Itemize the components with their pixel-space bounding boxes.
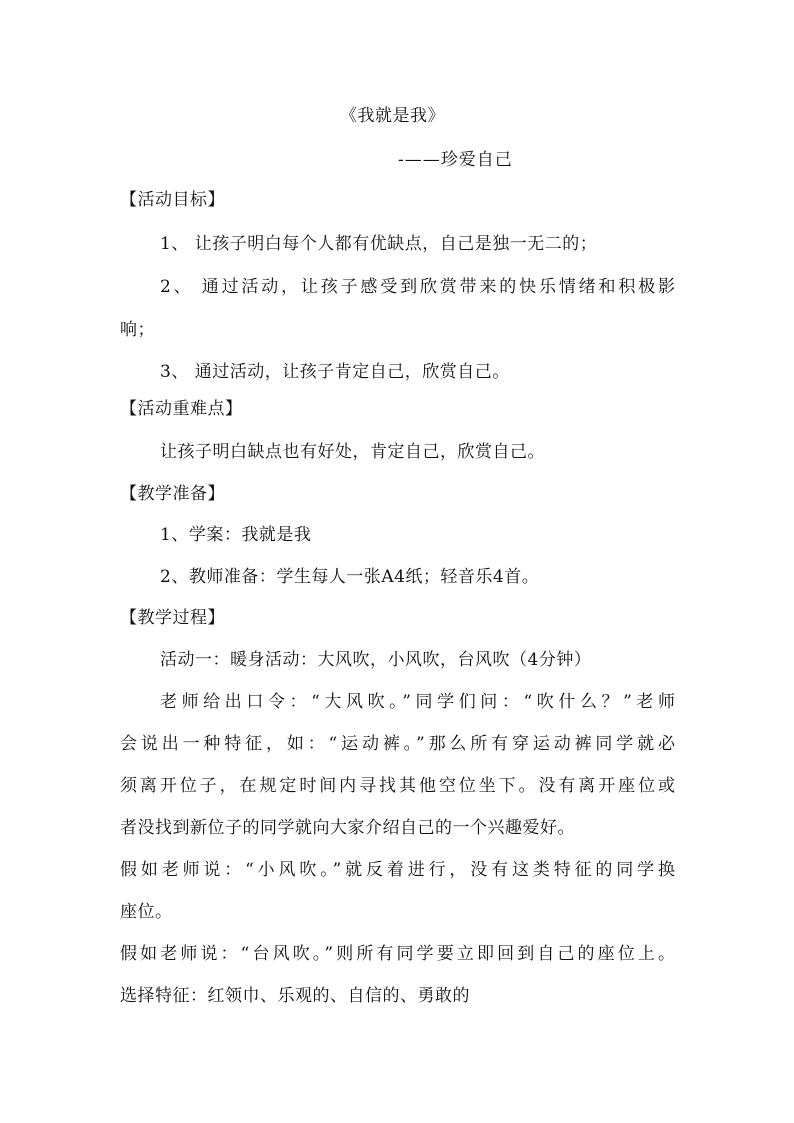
process-selected-traits: 选择特征：红领巾、乐观的、自信的、勇敢的 xyxy=(120,986,470,1006)
process-rule-small-wind-continuation: 座位。 xyxy=(120,902,173,922)
goal-item-3: 3、 通过活动，让孩子肯定自己，欣赏自己。 xyxy=(160,362,510,382)
process-activity-1: 活动一：暖身活动：大风吹，小风吹，台风吹（4分钟） xyxy=(160,650,592,670)
goal-item-2-continuation: 响； xyxy=(120,320,155,340)
section-header-key-points: 【活动重难点】 xyxy=(120,399,243,419)
key-points-text: 让孩子明白缺点也有好处，肯定自己，欣赏自己。 xyxy=(160,442,545,462)
prep-item-1: 1、学案：我就是我 xyxy=(160,525,312,545)
document-subtitle: -——珍爱自己 xyxy=(398,150,513,170)
process-rule-typhoon: 假如老师说：“台风吹。”则所有同学要立即回到自己的座位上。 xyxy=(120,944,675,964)
section-header-process: 【教学过程】 xyxy=(120,608,225,628)
process-paragraph-line-4: 者没找到新位子的同学就向大家介绍自己的一个兴趣爱好。 xyxy=(120,818,575,838)
process-rule-small-wind: 假如老师说：“小风吹。”就反着进行，没有这类特征的同学换 xyxy=(120,860,675,880)
goal-item-2: 2、 通过活动，让孩子感受到欣赏带来的快乐情绪和积极影 xyxy=(160,277,675,297)
process-paragraph-line-2: 会说出一种特征，如：“运动裤。”那么所有穿运动裤同学就必 xyxy=(120,734,675,754)
goal-item-1: 1、 让孩子明白每个人都有优缺点，自己是独一无二的； xyxy=(160,234,598,254)
process-paragraph-line-3: 须离开位子，在规定时间内寻找其他空位坐下。没有离开座位或 xyxy=(120,776,675,796)
section-header-goals: 【活动目标】 xyxy=(120,190,225,210)
section-header-preparation: 【教学准备】 xyxy=(120,484,225,504)
prep-item-2: 2、教师准备：学生每人一张A4纸；轻音乐4首。 xyxy=(160,567,540,587)
document-title: 《我就是我》 xyxy=(340,106,445,126)
process-paragraph-line-1: 老师给出口令：“大风吹。”同学们问：“吹什么？”老师 xyxy=(160,692,675,712)
